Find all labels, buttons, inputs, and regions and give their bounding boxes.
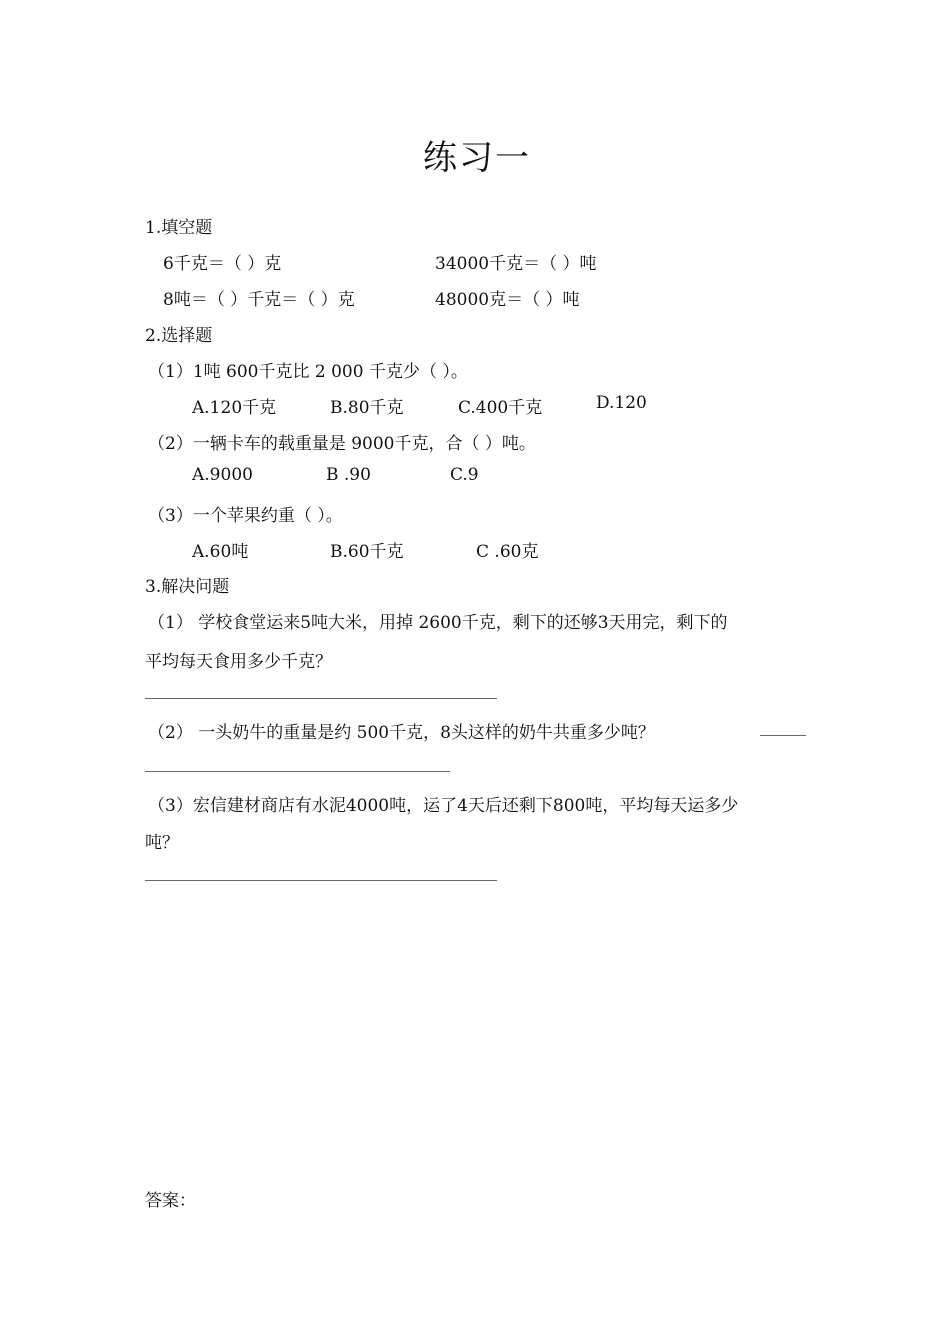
choice-option: D.120 [596,393,647,413]
answer-line [760,735,806,736]
section-3-heading: 3.解决问题 [145,577,230,597]
fill-blank-item-4: 48000克＝（ ）吨 [435,290,580,310]
choice-option: C.9 [450,465,479,485]
choice-option: B.60千克 [330,542,404,562]
choice-option: C.400千克 [458,398,543,418]
choice-question-1: （1）1吨 600千克比 2 000 千克少（ ）。 [148,362,468,382]
choice-option: A.60吨 [192,542,249,562]
word-problem-1-line-2: 平均每天食用多少千克？ [145,652,332,672]
answer-line [145,880,497,881]
choice-question-3: （3）一个苹果约重（ ）。 [148,506,343,526]
word-problem-3-line-1: （3）宏信建材商店有水泥4000吨，运了4天后还剩下800吨，平均每天运多少 [148,796,739,816]
section-1-heading: 1.填空题 [145,218,213,238]
answer-line [145,698,497,699]
choice-option: B .90 [326,465,371,485]
answer-line [145,771,450,772]
section-2-heading: 2.选择题 [145,326,213,346]
fill-blank-item-3: 8吨＝（ ）千克＝（ ）克 [163,290,355,310]
fill-blank-item-2: 34000千克＝（ ）吨 [435,254,597,274]
fill-blank-item-1: 6千克＝（ ）克 [163,254,282,274]
choice-option: A.120千克 [192,398,277,418]
choice-option: A.9000 [192,465,253,485]
choice-option: B.80千克 [330,398,404,418]
choice-question-2: （2）一辆卡车的载重量是 9000千克，合（ ）吨。 [148,434,536,454]
choice-option: C .60克 [476,542,539,562]
word-problem-2-line-1: （2） 一头奶牛的重量是约 500千克，8头这样的奶牛共重多少吨？ [148,723,655,743]
page-title: 练习一 [423,138,531,178]
word-problem-3-line-2: 吨？ [145,833,179,853]
word-problem-1-line-1: （1） 学校食堂运来5吨大米，用掉 2600千克，剩下的还够3天用完，剩下的 [148,613,728,633]
answer-label: 答案： [145,1191,196,1211]
